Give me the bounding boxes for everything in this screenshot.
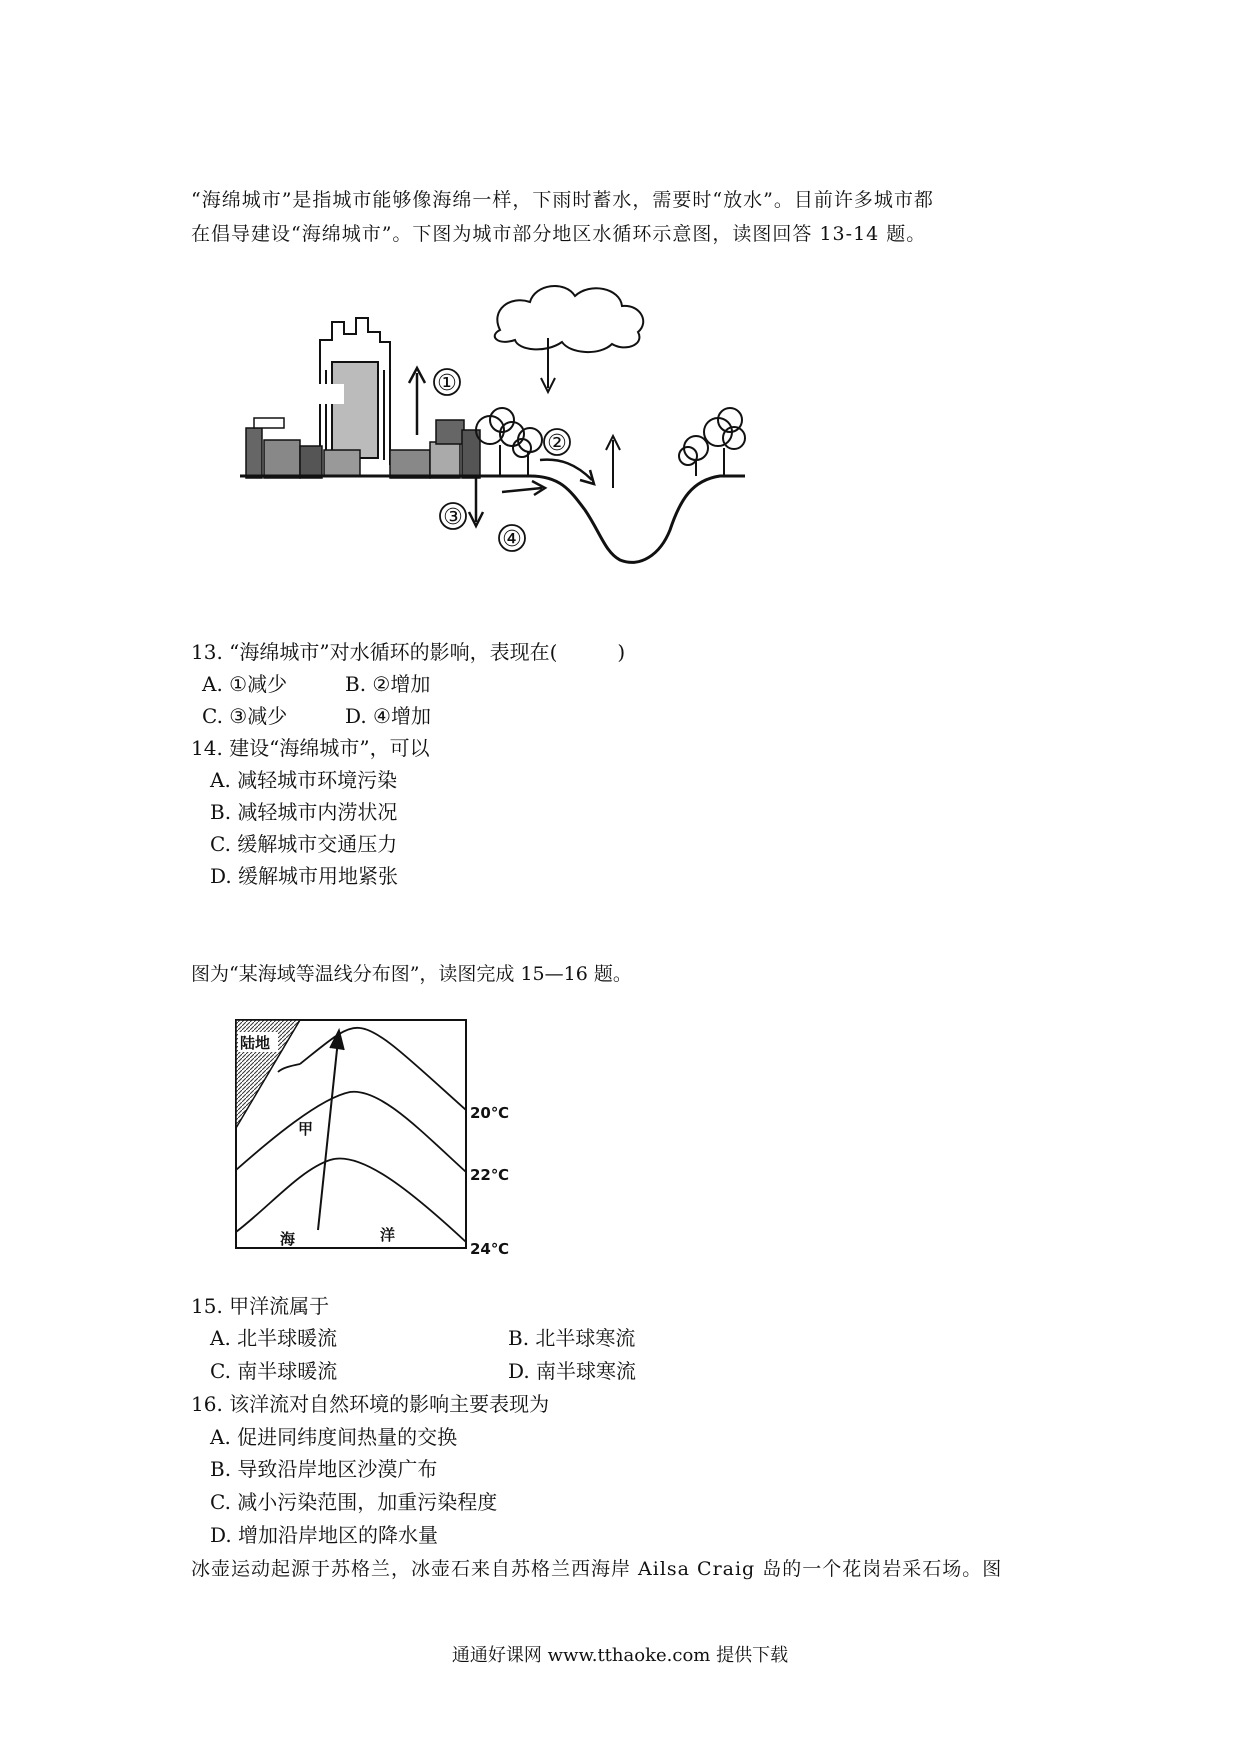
intro-paragraph-3: 冰壶运动起源于苏格兰，冰壶石来自苏格兰西海岸 Ailsa Craig 岛的一个花岗岩采石场。图 (191, 1558, 1003, 1580)
q15-option-b: B. 北半球寒流 (508, 1326, 636, 1350)
isotherm-20 (300, 1028, 466, 1110)
intro-line-2: 在倡导建设“海绵城市”。下图为城市部分地区水循环示意图，读图回答 13-14 题。 (191, 223, 927, 245)
trees-right (679, 408, 745, 476)
ocean-label-2: 洋 (380, 1226, 396, 1244)
intro-paragraph-2: 图为“某海域等温线分布图”，读图完成 15—16 题。 (191, 963, 632, 985)
q14-option-a: A. 减轻城市环境污染 (210, 768, 398, 792)
current-label: 甲 (298, 1120, 314, 1138)
q15-option-a: A. 北半球暖流 (210, 1326, 338, 1350)
question-16-stem: 16. 该洋流对自然环境的影响主要表现为 (191, 1392, 550, 1416)
ground-line (240, 476, 745, 562)
water-cycle-figure (240, 270, 840, 610)
label-1: ① (437, 371, 457, 396)
page-footer: 通通好课网 www.tthaoke.com 提供下载 (451, 1645, 789, 1666)
ocean-label-1: 海 (280, 1230, 296, 1248)
label-4: ④ (502, 527, 522, 552)
isotherm-label-22: 22℃ (470, 1166, 510, 1184)
q14-option-b: B. 减轻城市内涝状况 (210, 800, 398, 824)
label-3: ③ (443, 505, 463, 530)
trees-left (476, 408, 542, 476)
isotherm-24 (236, 1158, 466, 1242)
isotherm-label-24: 24℃ (470, 1240, 510, 1258)
label-2: ② (547, 431, 567, 456)
intro-line-1: “海绵城市”是指城市能够像海绵一样，下雨时蓄水，需要时“放水”。目前许多城市都 (191, 189, 934, 211)
q16-option-c: C. 减小污染范围，加重污染程度 (210, 1490, 498, 1514)
cloud-icon (495, 286, 644, 352)
land-label: 陆地 (240, 1034, 271, 1052)
isotherm-map-figure (230, 1010, 530, 1260)
q14-option-c: C. 缓解城市交通压力 (210, 832, 398, 856)
q16-option-b: B. 导致沿岸地区沙漠广布 (210, 1457, 438, 1481)
question-13-stem: 13. “海绵城市”对水循环的影响，表现在( ) (191, 640, 626, 664)
q14-option-d: D. 缓解城市用地紧张 (210, 864, 399, 888)
q16-option-a: A. 促进同纬度间热量的交换 (210, 1425, 458, 1449)
q15-option-c: C. 南半球暖流 (210, 1359, 338, 1383)
q15-option-d: D. 南半球寒流 (508, 1359, 637, 1383)
q13-option-a: A. ①减少 (202, 672, 288, 696)
q16-option-d: D. 增加沿岸地区的降水量 (210, 1523, 439, 1547)
question-14-stem: 14. 建设“海绵城市”，可以 (191, 736, 430, 760)
intro-paragraph-1 (191, 183, 1071, 251)
q13-option-c: C. ③减少 (202, 704, 288, 728)
isotherm-label-20: 20℃ (470, 1104, 510, 1122)
low-buildings-right (390, 420, 480, 478)
q13-option-d: D. ④增加 (345, 704, 431, 728)
q13-option-b: B. ②增加 (345, 672, 431, 696)
question-15-stem: 15. 甲洋流属于 (191, 1294, 330, 1318)
